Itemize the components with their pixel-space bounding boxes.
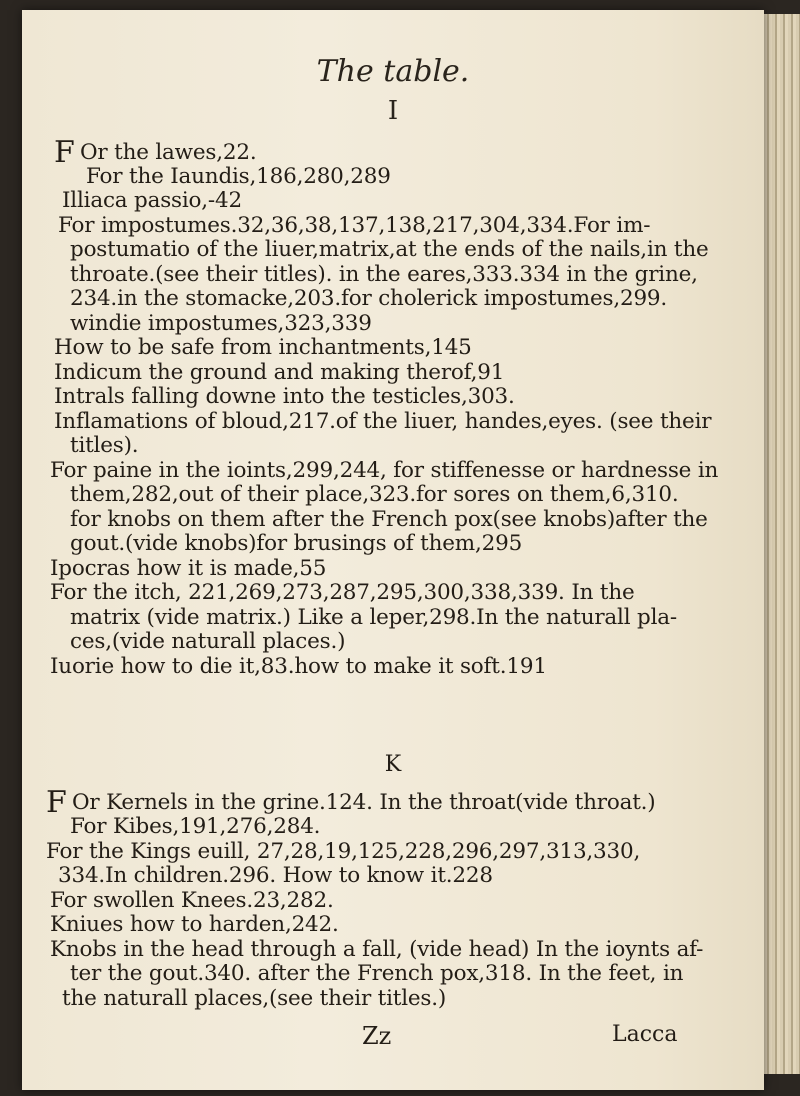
index-entry: ces,(vide naturall places.) xyxy=(70,629,346,654)
index-entry: How to be safe from inchantments,145 xyxy=(54,335,472,360)
index-entry: For the itch, 221,269,273,287,295,300,338,339. In the xyxy=(50,580,635,605)
index-entry: 234.in the stomacke,203.for cholerick impostumes,299. xyxy=(70,286,668,311)
index-entry: matrix (vide matrix.) Like a leper,298.In the naturall pla- xyxy=(70,605,677,630)
page-edge xyxy=(764,14,800,1074)
index-entry: For the Kings euill, 27,28,19,125,228,296,297,313,330, xyxy=(46,839,641,864)
index-entry: Indicum the ground and making therof,91 xyxy=(54,360,505,385)
index-entry: Intrals falling downe into the testicles,303. xyxy=(54,384,515,409)
index-entry: Illiaca passio,-42 xyxy=(62,188,242,213)
index-entry: windie impostumes,323,339 xyxy=(70,311,372,336)
book-page xyxy=(22,10,764,1090)
index-entry: Kniues how to harden,242. xyxy=(50,912,339,937)
index-entry: Or Kernels in the grine.124. In the throat(vide throat.) xyxy=(72,790,656,815)
index-entry: For Kibes,191,276,284. xyxy=(70,814,321,839)
drop-cap-f: F xyxy=(46,785,67,820)
index-entry: 334.In children.296. How to know it.228 xyxy=(58,863,493,888)
index-entry: postumatio of the liuer,matrix,at the ends of the nails,in the xyxy=(70,237,709,262)
index-entry: ter the gout.340. after the French pox,318. In the feet, in xyxy=(70,961,684,986)
section-letter-k: K xyxy=(384,752,402,777)
index-entry: them,282,out of their place,323.for sores on them,6,310. xyxy=(70,482,679,507)
index-entry: gout.(vide knobs)for brusings of them,295 xyxy=(70,531,523,556)
index-entry: Knobs in the head through a fall, (vide head) In the ioynts af- xyxy=(50,937,704,962)
index-entry: Inflamations of bloud,217.of the liuer, handes,eyes. (see their xyxy=(54,409,712,434)
index-entry: titles). xyxy=(70,433,139,458)
index-entry: For paine in the ioints,299,244, for stiffenesse or hardnesse in xyxy=(50,458,719,483)
catchword: Lacca xyxy=(612,1022,678,1047)
signature-mark: Zz xyxy=(362,1022,392,1050)
index-entry: For impostumes.32,36,38,137,138,217,304,334.For im- xyxy=(58,213,651,238)
index-entry: for knobs on them after the French pox(see knobs)after the xyxy=(70,507,708,532)
drop-cap-f: F xyxy=(54,135,75,170)
index-entry: Iuorie how to die it,83.how to make it soft.191 xyxy=(50,654,547,679)
index-entry: the naturall places,(see their titles.) xyxy=(62,986,447,1011)
index-entry: throate.(see their titles). in the eares,333.334 in the grine, xyxy=(70,262,698,287)
index-entry: Or the lawes,22. xyxy=(80,140,257,165)
index-entry: Ipocras how it is made,55 xyxy=(50,556,327,581)
folio: I xyxy=(387,96,399,126)
index-entry: For swollen Knees.23,282. xyxy=(50,888,334,913)
running-head: The table. xyxy=(316,54,470,89)
index-entry: For the Iaundis,186,280,289 xyxy=(86,164,391,189)
